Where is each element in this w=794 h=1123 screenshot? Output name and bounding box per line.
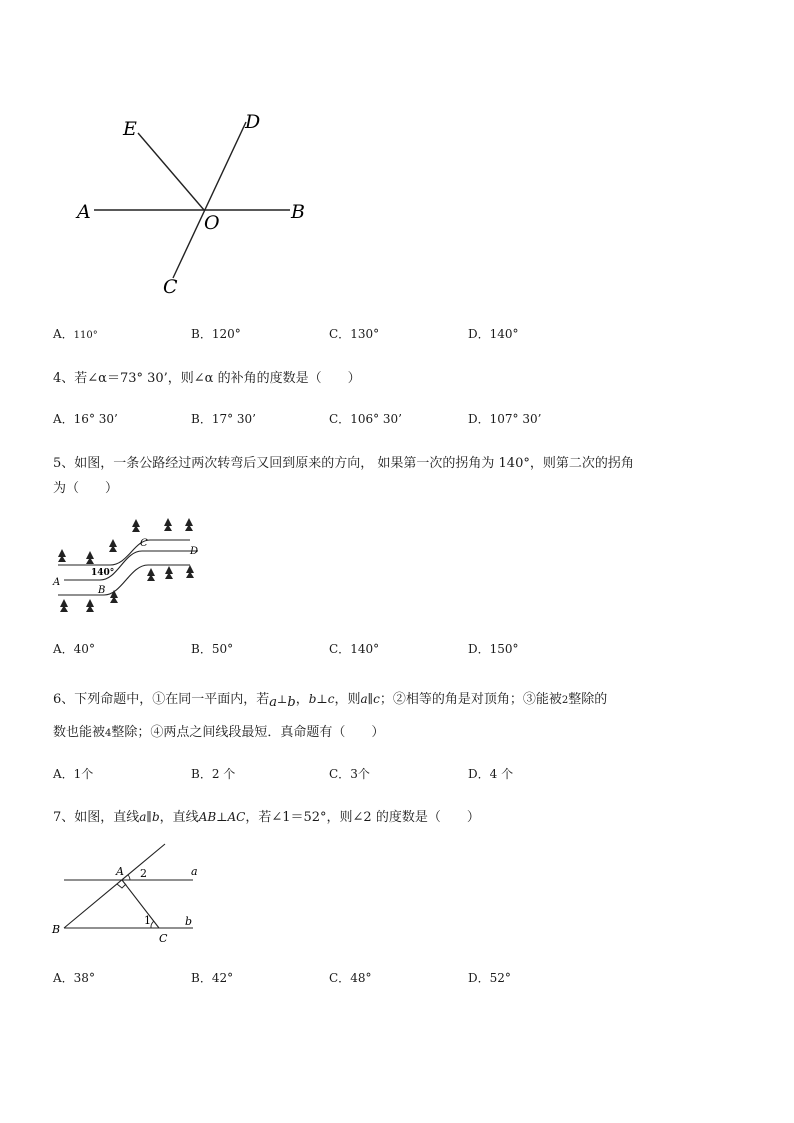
q4-option-a[interactable]: A．16° 30’ (53, 412, 118, 426)
q6-question-line1: 6、下列命题中，①在同一平面内，若a⊥b，b⊥c，则a∥c；②相等的角是对顶角；③能被2整除的 (53, 692, 608, 710)
figure-road (50, 515, 210, 615)
q7-question: 7、如图，直线a∥b，直线AB⊥AC，若∠1＝52°，则∠2 的度数是（ ） (53, 810, 480, 825)
pl-label-1: 1 (144, 914, 151, 927)
road-label-d: D (190, 546, 199, 557)
q5-option-a[interactable]: A．40° (53, 642, 95, 656)
label-e: E (123, 118, 137, 140)
road-label-c: C (140, 538, 148, 549)
label-o: O (204, 212, 220, 234)
q6-question-line2: 数也能被4整除；④两点之间线段最短．真命题有（ ） (53, 725, 385, 740)
q7-option-d[interactable]: D．52° (468, 971, 511, 985)
q5-question-line2: 为（ ） (53, 481, 119, 496)
angle-1-arc (151, 921, 154, 928)
q6-option-b[interactable]: B．2 个 (191, 767, 236, 781)
q7-option-c[interactable]: C．48° (329, 971, 372, 985)
pl-label-a-point: A (116, 865, 124, 878)
line-cd (173, 122, 246, 278)
ray-oe (138, 133, 204, 210)
q6-option-c[interactable]: C．3个 (329, 767, 370, 781)
q6-a-var: a (269, 695, 278, 710)
q6-option-d[interactable]: D．4 个 (468, 767, 514, 781)
pl-label-line-a: a (191, 865, 198, 878)
q4-option-d[interactable]: D．107° 30’ (468, 412, 542, 426)
pl-label-line-b: b (185, 915, 193, 928)
road-label-a: A (53, 577, 61, 588)
pl-label-b-point: B (52, 923, 61, 936)
q4-option-c[interactable]: C．106° 30’ (329, 412, 402, 426)
pl-label-2: 2 (140, 867, 147, 880)
angle-2-arc (128, 875, 130, 880)
label-d: D (245, 111, 261, 133)
q3-option-c[interactable]: C．130° (329, 327, 380, 341)
q5-option-d[interactable]: D．150° (468, 642, 519, 656)
q7-option-b[interactable]: B．42° (191, 971, 234, 985)
q3-option-d[interactable]: D．140° (468, 327, 519, 341)
label-c: C (163, 276, 178, 298)
q4-question: 4、若∠α＝73° 30’，则∠α 的补角的度数是（ ） (53, 371, 361, 386)
line-ac (122, 880, 159, 928)
q3-option-b[interactable]: B．120° (191, 327, 241, 341)
road-label-b: B (98, 585, 106, 596)
q4-option-b[interactable]: B．17° 30’ (191, 412, 256, 426)
q5-question-line1: 5、如图，一条公路经过两次转弯后又回到原来的方向， 如果第一次的拐角为 140°，则第二次的拐角 (53, 456, 634, 471)
q6-option-a[interactable]: A．1个 (53, 767, 94, 781)
q5-option-b[interactable]: B．50° (191, 642, 234, 656)
q6-b-var: b (287, 695, 296, 710)
figure-parallel-lines (50, 840, 210, 950)
right-angle-mark (117, 884, 126, 888)
q7-option-a[interactable]: A．38° (53, 971, 95, 985)
road-angle-label: 140° (91, 568, 115, 578)
q3-option-a[interactable]: A．110° (53, 327, 98, 341)
label-b: B (291, 201, 305, 223)
figure-angles (70, 105, 320, 305)
label-a: A (77, 201, 91, 223)
q5-option-c[interactable]: C．140° (329, 642, 380, 656)
pl-label-c-point: C (159, 932, 168, 945)
